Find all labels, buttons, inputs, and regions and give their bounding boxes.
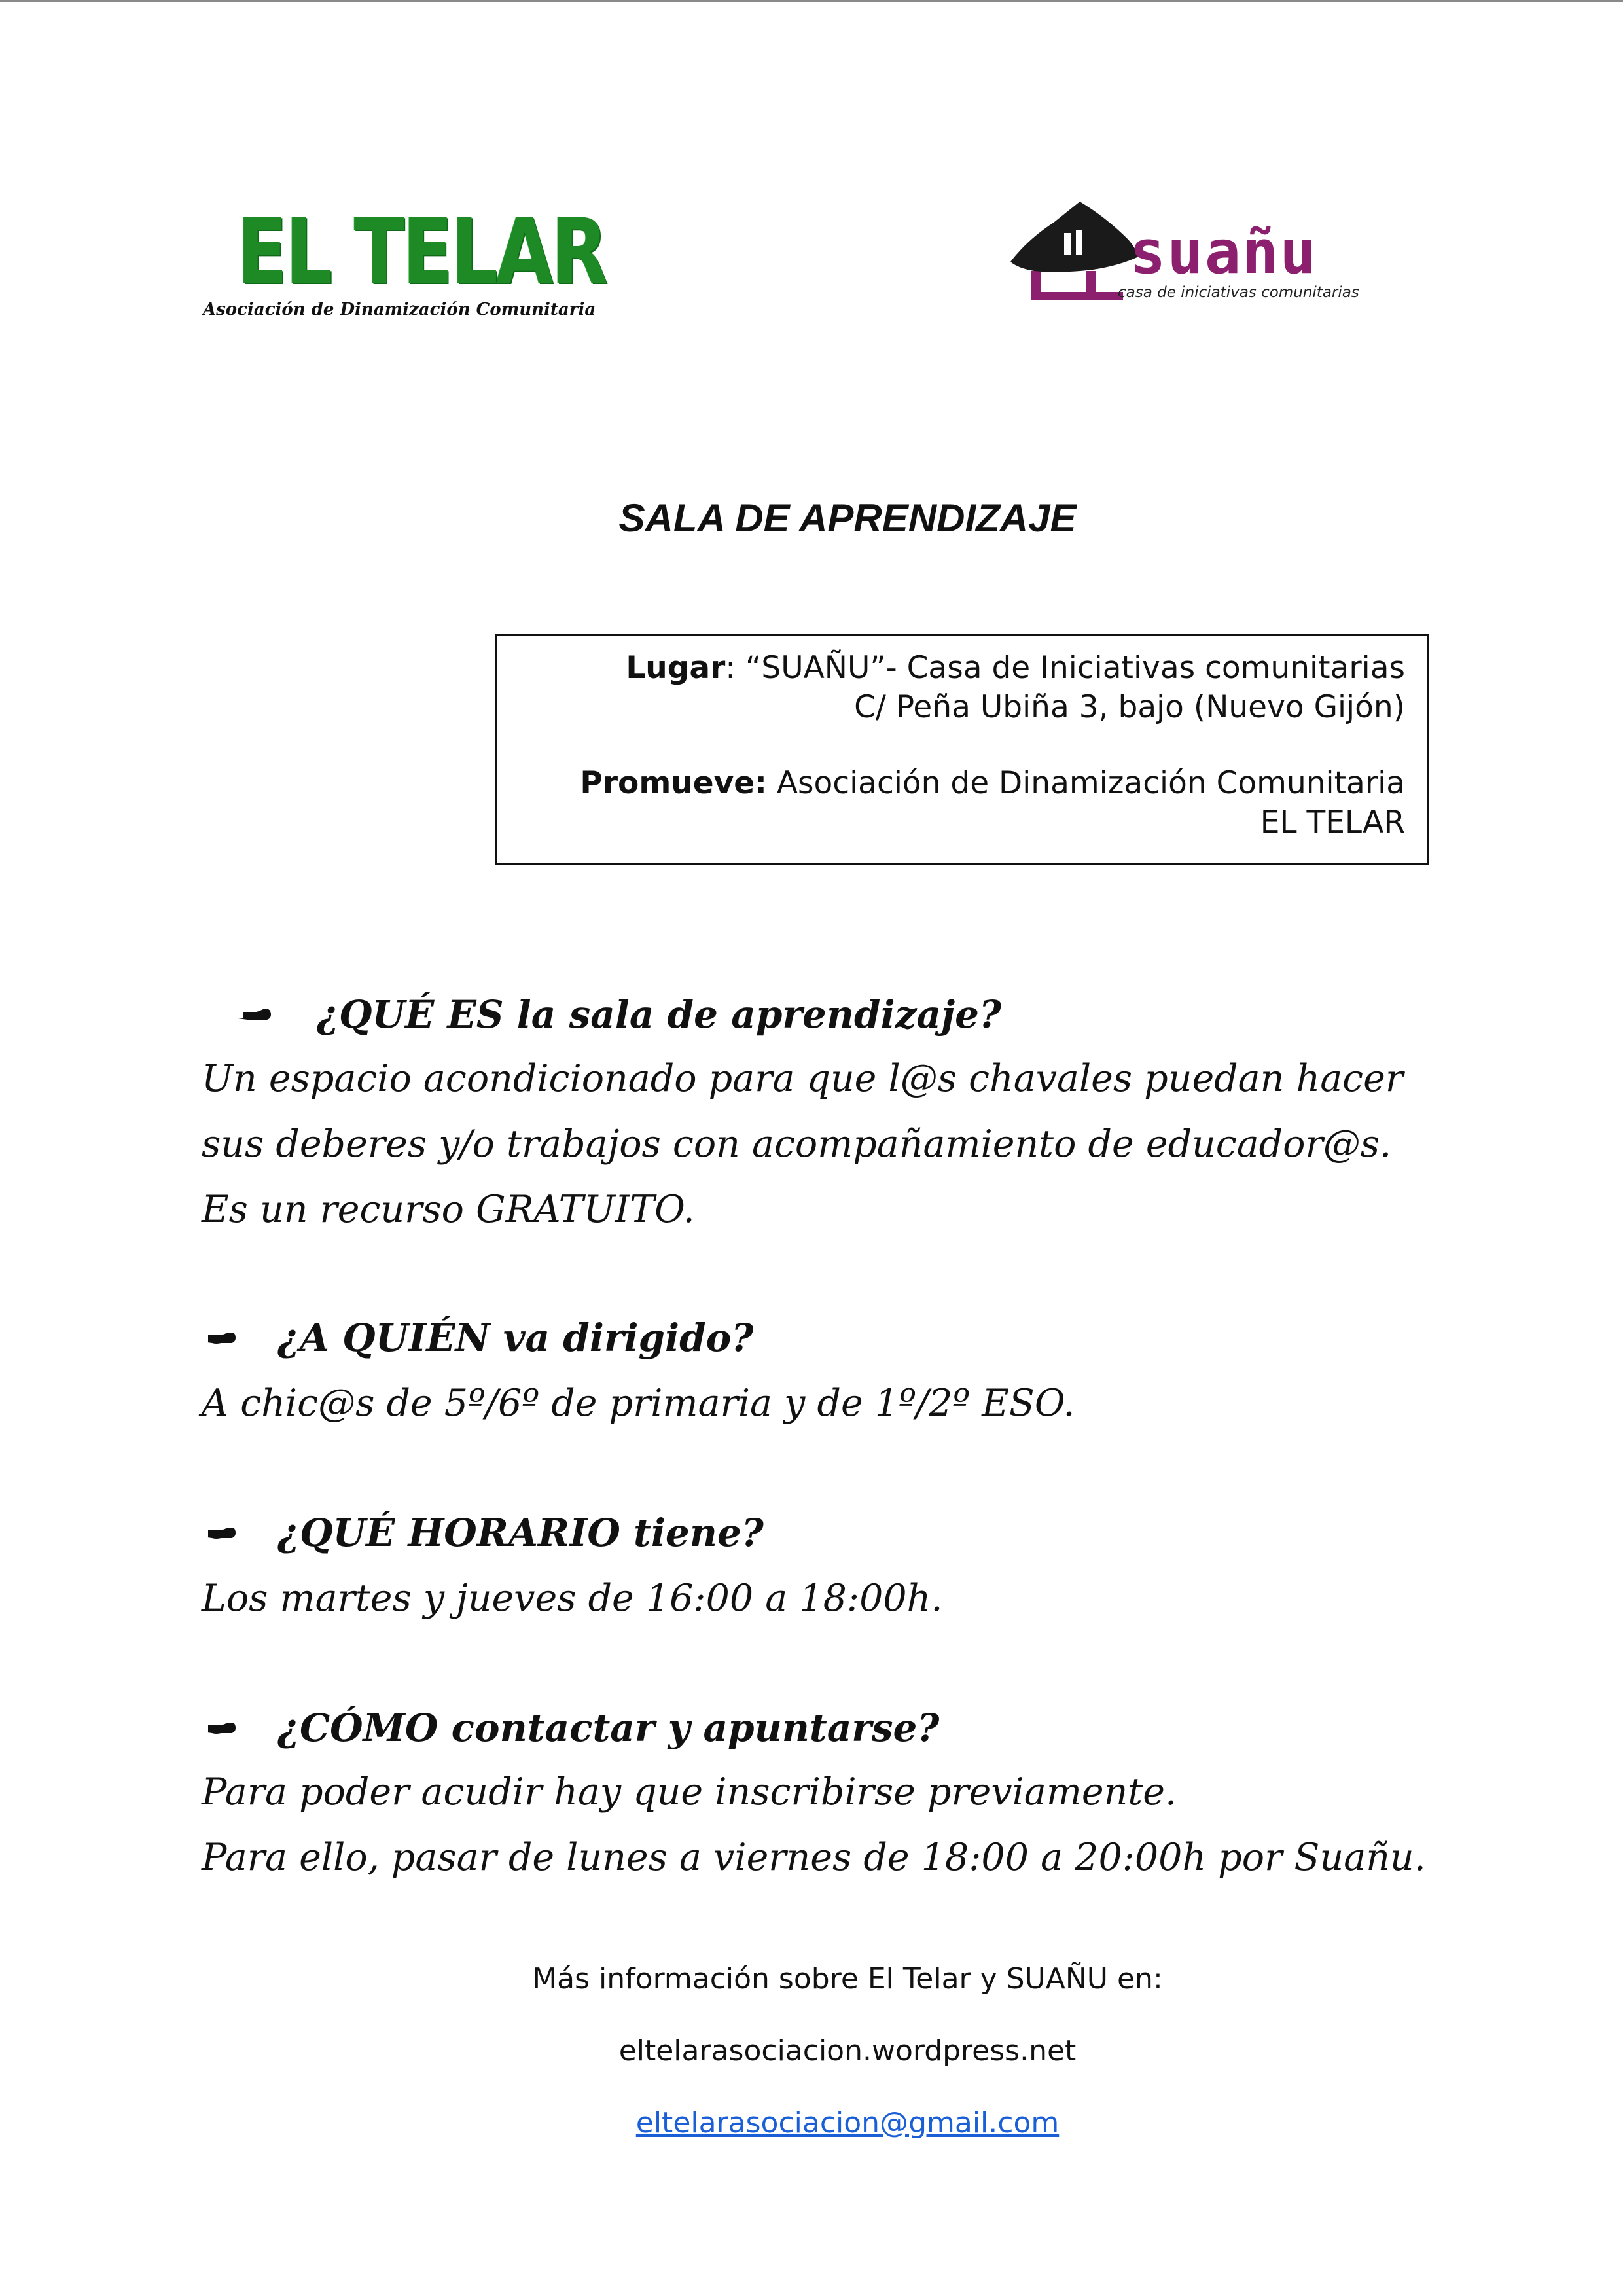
- promueve-org: EL TELAR: [1260, 804, 1405, 840]
- promueve-label: Promueve:: [580, 765, 767, 801]
- section-answer-line: Para ello, pasar de lunes a viernes de 18:00 a 20:00h por Suañu.: [202, 1836, 1426, 1879]
- lugar-line: [626, 649, 1405, 688]
- section-answer-line: sus deberes y/o trabajos con acompañamiento de educador@s.: [202, 1122, 1392, 1166]
- section-answer-line: Los martes y jueves de 16:00 a 18:00h.: [202, 1577, 943, 1620]
- suanu-logo: [1008, 194, 1400, 312]
- pointing-hand-icon: [202, 1524, 237, 1542]
- section-question: ¿QUÉ HORARIO tiene?: [277, 1511, 764, 1555]
- section-answer-line: Para poder acudir hay que inscribirse previamente.: [202, 1770, 1177, 1814]
- footer-info: Más información sobre El Telar y SUAÑU en:: [532, 1962, 1163, 1996]
- promueve-line: [580, 764, 1405, 803]
- promueve-value: Asociación de Dinamización Comunitaria: [766, 765, 1405, 801]
- pointing-hand-icon: [202, 1329, 237, 1347]
- section-question: ¿QUÉ ES la sala de aprendizaje?: [317, 992, 1002, 1037]
- lugar-label: Lugar: [626, 650, 726, 686]
- footer-website: eltelarasociacion.wordpress.net: [618, 2034, 1077, 2068]
- footer-email-link[interactable]: eltelarasociacion@gmail.com: [635, 2106, 1060, 2140]
- footer-email-row: [0, 2104, 1623, 2143]
- suanu-logo-subtitle: casa de iniciativas comunitarias: [1118, 284, 1359, 301]
- lugar-value: : “SUAÑU”- Casa de Iniciativas comunitarias: [725, 650, 1405, 686]
- el-telar-logo-subtitle: Asociación de Dinamización Comunitaria: [203, 300, 596, 319]
- section-answer-line: Es un recurso GRATUITO.: [202, 1188, 695, 1231]
- pointing-hand-icon: [202, 1719, 237, 1737]
- suanu-logo-wordmark: suañu: [1130, 217, 1317, 287]
- section-answer-line: A chic@s de 5º/6º de primaria y de 1º/2º ESO.: [202, 1382, 1075, 1425]
- pointing-hand-icon: [237, 1005, 272, 1024]
- el-telar-logo: [196, 199, 606, 327]
- lugar-address: C/ Peña Ubiña 3, bajo (Nuevo Gijón): [854, 689, 1405, 725]
- section-answer-line: Un espacio acondicionado para que l@s chavales puedan hacer: [202, 1057, 1404, 1100]
- page-title: SALA DE APRENDIZAJE: [618, 496, 1077, 540]
- top-edge-rule: [0, 0, 1623, 2]
- el-telar-logo-wordmark: EL TELAR: [237, 199, 606, 304]
- section-question: ¿A QUIÉN va dirigido?: [277, 1316, 754, 1360]
- section-question: ¿CÓMO contactar y apuntarse?: [277, 1706, 940, 1750]
- info-box: [495, 634, 1429, 865]
